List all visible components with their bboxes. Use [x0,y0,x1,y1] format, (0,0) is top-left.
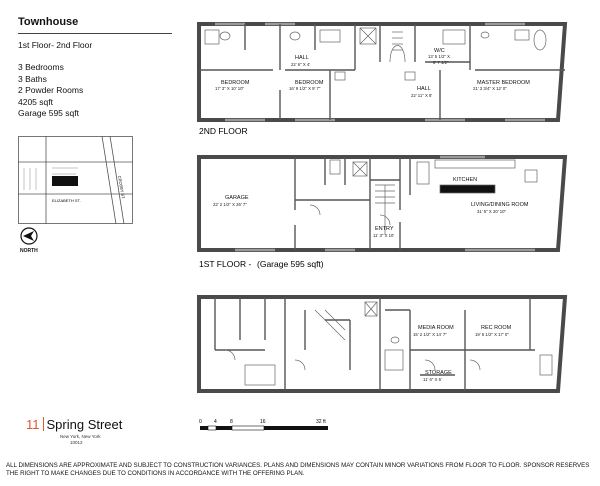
first-floor-plan [199,157,565,250]
room-label-garage: GARAGE [225,195,249,201]
room-dims-entry: 11' 3" X 10' [373,233,395,238]
lower-floor-outline [199,297,565,391]
room-dims-living-dining: 31' 5" X 20' 10" [477,209,507,214]
room-dims-bedroom-1: 17' 3" X 10' 10" [215,86,245,91]
room-dims-media-room: 15' 2 1/2" X 14' 7" [413,332,447,337]
floor-label-1st-garage: (Garage 595 sqft) [257,259,324,269]
room-dims-hall-lower: 22' 11" X 8' [411,93,433,98]
second-floor-walls [199,24,565,120]
floor-label-1st: 1ST FLOOR - [199,259,252,269]
spec-baths: 3 Baths [18,73,47,84]
logo-zip: 10012 [70,440,83,445]
logo-number: 11 [26,416,40,432]
logo-separator [43,417,44,431]
room-label-media-room: MEDIA ROOM [418,325,454,331]
room-label-entry: ENTRY [375,226,394,232]
room-label-storage: STORAGE [425,370,452,376]
logo-name: Spring Street [46,416,123,432]
room-label-rec-room: REC ROOM [481,325,512,331]
scale-tick-32: 32 ft [316,419,326,425]
lower-floor-walls [215,297,535,391]
room-dims-bedroom-2: 16' 9 1/2" X 9' 7" [289,86,321,91]
north-label: NORTH [20,248,38,254]
room-dims-wc-2: 8' 7 1/2" [433,60,449,65]
second-floor-outline [199,24,565,120]
room-label-wc: W/C [434,48,445,54]
disclaimer-text: ALL DIMENSIONS ARE APPROXIMATE AND SUBJECT TO CONSTRUCTION VARIANCES. PLANS AND DIMENSIONS MAY CONTAIN MINOR VARIATIONS FROM FLOOR TO FLOOR. SPONSOR RESERVES THE RIGHT TO MAKE CHANGES DUE TO CONDITIONS IN ACCORDANCE WITH THE OFFERING PLAN. [6,462,590,477]
north-arrow-icon [20,227,38,245]
room-dims-master-bedroom: 21' 3 3/4" X 12' 0" [473,86,507,91]
scale-tick-16: 16 [260,419,266,425]
room-dims-wc: 13' 5 1/2" X [428,54,450,59]
room-label-master-bedroom: MASTER BEDROOM [477,80,530,86]
scale-tick-8: 8 [230,419,233,425]
map-street-label-vertical: CROSBY ST. [117,175,127,200]
lower-floor-plan [199,297,565,391]
spec-list [18,62,83,120]
map-street-label-horizontal: ELIZABETH ST. [52,198,81,203]
spec-garage: Garage 595 sqft [18,108,79,118]
map-building-marker [52,176,78,186]
second-floor-fixtures [205,28,546,80]
brand-logo [26,415,122,433]
lower-floor-fixtures [225,302,552,385]
room-dims-hall-upper: 22' 6" X 4' [291,62,311,67]
room-dims-rec-room: 19' 5 1/2" X 17' 0" [475,332,509,337]
scale-bar [198,414,338,444]
floor-label-2nd: 2ND FLOOR [199,126,248,136]
second-floor-plan [199,24,565,120]
page-subtitle: 1st Floor- 2nd Floor [18,40,93,50]
spec-sqft: 4205 sqft [18,96,53,107]
room-label-kitchen: KITCHEN [453,177,478,183]
scale-tick-4: 4 [214,419,217,425]
room-dims-storage: 11' 6" X 5' [423,377,442,382]
spec-powder-rooms: 2 Powder Rooms [18,85,84,95]
title-divider [18,33,172,34]
floor-plans [185,10,585,405]
room-dims-garage: 22' 2 1/2" X 26' 7" [213,202,247,207]
room-label-bedroom-2: BEDROOM [295,80,324,86]
room-label-living-dining: LIVING/DINING ROOM [471,202,529,208]
spec-bedrooms: 3 Bedrooms [18,62,64,72]
room-label-hall-upper: HALL [295,55,309,61]
logo-address: New York, New York [60,434,101,439]
locator-map [18,136,133,224]
page-title: Townhouse [18,16,79,28]
scale-tick-0: 0 [199,419,202,425]
room-label-bedroom-1: BEDROOM [221,80,250,86]
first-floor-fixtures [310,160,537,235]
room-label-hall-lower: HALL [417,86,431,92]
